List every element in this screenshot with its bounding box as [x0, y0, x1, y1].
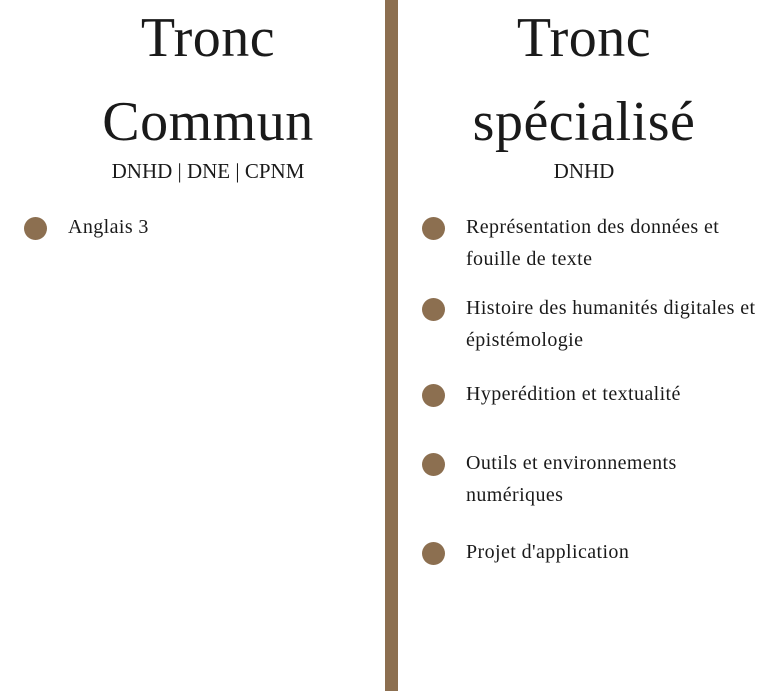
list-item: [422, 298, 766, 356]
list-item-label: Anglais 3: [68, 216, 149, 238]
tronc-commun-subtitle: DNHD | DNE | CPNM: [111, 159, 305, 183]
tronc-commun-title-line2: Commun: [102, 91, 314, 153]
list-item-label: Projet d'application: [466, 541, 630, 563]
tronc-specialise-title-line2: spécialisé: [472, 91, 696, 153]
tronc-specialise-title: [398, 0, 768, 164]
bullet-dot-icon: [422, 217, 445, 240]
bullet-dot-icon: [24, 217, 47, 240]
tronc-commun-title: [0, 0, 416, 164]
bullet-dot-icon: [422, 298, 445, 321]
tronc-specialise-subtitle: DNHD: [553, 159, 615, 183]
list-item: [422, 384, 766, 410]
list-item: [422, 217, 766, 275]
tronc-specialise-title-line1: Tronc: [516, 7, 652, 69]
list-item-label: Histoire des humanités digitales et épistémologie: [466, 297, 756, 351]
column-divider: [385, 0, 398, 691]
bullet-dot-icon: [422, 453, 445, 476]
tronc-commun-title-line1: Tronc: [140, 7, 276, 69]
list-item-label: Hyperédition et textualité: [466, 383, 681, 405]
list-item: [24, 217, 149, 243]
list-item-label: Outils et environnements numériques: [466, 452, 677, 506]
bullet-dot-icon: [422, 384, 445, 407]
list-item: [422, 542, 766, 568]
list-item-label: Représentation des données et fouille de texte: [466, 216, 720, 270]
bullet-dot-icon: [422, 542, 445, 565]
list-item: [422, 453, 766, 511]
